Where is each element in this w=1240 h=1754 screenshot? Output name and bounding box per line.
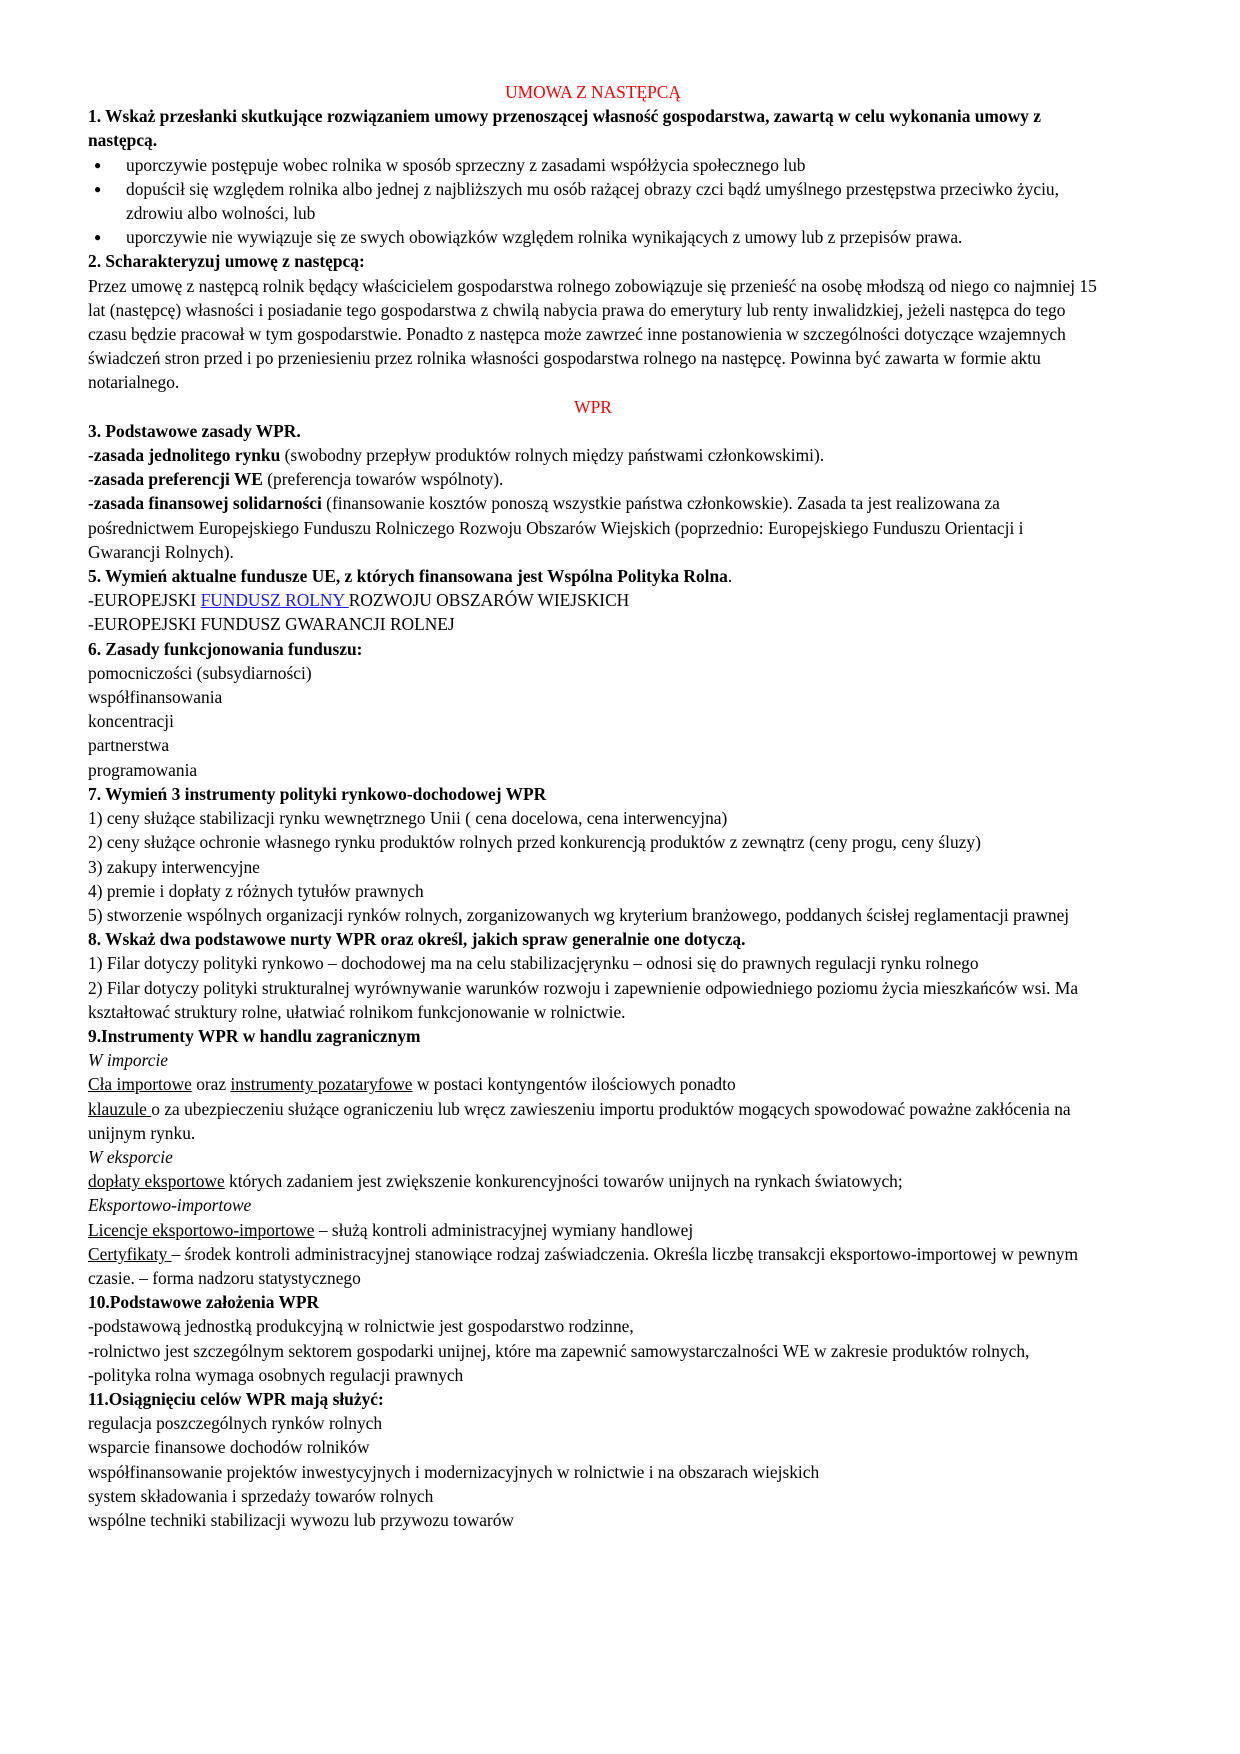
q8-item: 1) Filar dotyczy polityki rynkowo – dochodowej ma na celu stabilizacjęrynku – odnosi się do prawnych regulacji rynku rolnego (88, 953, 979, 974)
q9-export-label: W eksporcie (88, 1146, 173, 1167)
q6-item: współfinansowania (88, 687, 223, 708)
q9-certificate-line (88, 1242, 1098, 1290)
q9-text: których zadaniem jest zwiększenie konkurencyjności towarów unijnych na rynkach światowych; (224, 1171, 903, 1192)
q6-item: koncentracji (88, 711, 174, 732)
q7-heading: 7. Wymień 3 instrumenty polityki rynkowo-dochodowej WPR (88, 783, 547, 804)
q2-body: Przez umowę z następcą rolnik będący właścicielem gospodarstwa rolnego zobowiązuje się przenieść na osobę młodszą od niego co najmniej 15 lat (następcę) własności i posiadanie tego gospodarstwa z chwilą nabycia prawa do emerytury lub renty inwalidzkiej, jeżeli następca do tego czasu będzie pracował w tym gospodarstwie. Ponadto z następca może zawrzeć inne postanowienia w szczególności dotyczące wzajemnych świadczeń stron przed i po przeniesieniu przez rolnika własności gospodarstwa rolnego na następcę. Powinna być zawarta w formie aktu notarialnego. (88, 275, 1097, 393)
q9-export-line (88, 1169, 1098, 1193)
q9-import-line (88, 1097, 1098, 1145)
q1-bullet: ● uporczywie postępuje wobec rolnika w sposób sprzeczny z zasadami współżycia społecznego lub (88, 153, 1098, 177)
q7-item: 3) zakupy interwencyjne (88, 856, 260, 877)
q7-item: 1) ceny służące stabilizacji rynku wewnętrznego Unii ( cena docelowa, cena interwencyjna) (88, 808, 728, 829)
q10-item: -polityka rolna wymaga osobnych regulacji prawnych (88, 1364, 464, 1385)
q9-expimp-label: Eksportowo-importowe (88, 1195, 252, 1216)
q7-item: 4) premie i dopłaty z różnych tytułów prawnych (88, 880, 424, 901)
q5-fund-prefix: -EUROPEJSKI (88, 590, 201, 611)
q10-item: -rolnictwo jest szczególnym sektorem gospodarki unijnej, które ma zapewnić samowystarczalności WE w zakresie produktów rolnych, (88, 1340, 1030, 1361)
q3-item (88, 491, 1098, 564)
q9-term: dopłaty eksportowe (88, 1171, 225, 1192)
q5-heading-text: 5. Wymień aktualne fundusze UE, z których finansowana jest Wspólna Polityka Rolna (88, 566, 728, 587)
doc-title: UMOWA Z NASTĘPCĄ (505, 82, 681, 102)
q2-heading: 2. Scharakteryzuj umowę z następcą: (88, 251, 365, 272)
q9-term: Licencje eksportowo-importowe (88, 1219, 315, 1240)
q7-item: 2) ceny służące ochronie własnego rynku produktów rolnych przed konkurencją produktów z zewnątrz (ceny progu, ceny śluzy) (88, 832, 981, 853)
q11-item: wsparcie finansowe dochodów rolników (88, 1437, 370, 1458)
q5-fund-line: -EUROPEJSKI FUNDUSZ GWARANCJI ROLNEJ (88, 614, 455, 635)
q5-fund-suffix: ROZWOJU OBSZARÓW WIEJSKICH (348, 590, 630, 611)
q8-heading: 8. Wskaż dwa podstawowe nurty WPR oraz określ, jakich spraw generalnie one dotyczą. (88, 929, 746, 950)
q9-licence-line (88, 1218, 1098, 1242)
q3-item-term: -zasada finansowej solidarności (88, 493, 322, 514)
q3-item-desc: (swobodny przepływ produktów rolnych między państwami członkowskimi). (280, 445, 825, 466)
q9-text: w postaci kontyngentów ilościowych ponadto (412, 1074, 736, 1095)
q5-heading-dot: . (727, 566, 733, 587)
q11-item: wspólne techniki stabilizacji wywozu lub przywozu towarów (88, 1509, 514, 1530)
q11-item: regulacja poszczególnych rynków rolnych (88, 1413, 383, 1434)
q7-item: 5) stworzenie wspólnych organizacji rynków rolnych, zorganizowanych wg kryterium branżowego, poddanych ścisłej reglamentacji prawnej (88, 904, 1070, 925)
q3-item-term: -zasada jednolitego rynku (88, 445, 281, 466)
fundusz-rolny-link[interactable]: FUNDUSZ ROLNY (200, 590, 349, 611)
q9-term: Cła importowe (88, 1074, 192, 1095)
q3-item (88, 443, 1098, 467)
q9-text: oraz (191, 1074, 231, 1095)
q9-text: – służą kontroli administracyjnej wymiany handlowej (314, 1219, 694, 1240)
q9-term: klauzule (88, 1098, 152, 1119)
q1-bullet: ● dopuścił się względem rolnika albo jednej z najbliższych mu osób rażącej obrazy czci bądź umyślnego przestępstwa przeciwko życiu, zdrowiu albo wolności, lub (88, 177, 1098, 225)
q9-heading: 9.Instrumenty WPR w handlu zagranicznym (88, 1025, 421, 1046)
q3-item-desc: (finansowanie kosztów ponoszą wszystkie państwa członkowskie). Zasada ta jest realizowana za pośrednictwem Europejskiego Funduszu Rolniczego Rozwoju Obszarów Wiejskich (poprzednio: Europejskiego Funduszu Orientacji i Gwarancji Rolnych). (88, 493, 1024, 562)
q1-bullet-list (88, 153, 1098, 250)
q9-term: instrumenty pozataryfowe (230, 1074, 413, 1095)
q3-item (88, 467, 1098, 491)
q3-item-desc: (preferencja towarów wspólnoty). (262, 469, 504, 490)
q9-term: Certyfikaty (88, 1243, 172, 1264)
q1-heading: 1. Wskaż przesłanki skutkujące rozwiązaniem umowy przenoszącej własność gospodarstwa, zawartą w celu wykonania umowy z następcą. (88, 106, 1041, 151)
section-title-wpr: WPR (574, 396, 612, 417)
q6-item: pomocniczości (subsydiarności) (88, 662, 312, 683)
q10-heading: 10.Podstawowe założenia WPR (88, 1292, 320, 1313)
q6-heading: 6. Zasady funkcjonowania funduszu: (88, 638, 363, 659)
q1-bullet: ● uporczywie nie wywiązuje się ze swych obowiązków względem rolnika wynikających z umowy lub z przepisów prawa. (88, 225, 1098, 249)
q5-heading (88, 564, 1098, 588)
document-page (88, 80, 1098, 1532)
q10-item: -podstawową jednostką produkcyjną w rolnictwie jest gospodarstwo rodzinne, (88, 1316, 634, 1337)
q9-text: o za ubezpieczeniu służące ograniczeniu lub wręcz zawieszeniu importu produktów mogących spowodować poważne zakłócenia na unijnym rynku. (88, 1098, 1071, 1143)
q3-heading: 3. Podstawowe zasady WPR. (88, 420, 301, 441)
q3-item-term: -zasada preferencji WE (88, 469, 263, 490)
q5-fund-line (88, 588, 1098, 612)
q11-item: system składowania i sprzedaży towarów rolnych (88, 1485, 434, 1506)
q6-item: programowania (88, 759, 198, 780)
q9-import-label: W imporcie (88, 1050, 169, 1071)
q8-item: 2) Filar dotyczy polityki strukturalnej wyrównywanie warunków rozwoju i zapewnienie odpowiedniego poziomu życia mieszkańców wsi. Ma kształtować struktury rolne, ułatwiać rolnikom funkcjonowanie w rolnictwie. (88, 977, 1079, 1022)
q6-item: partnerstwa (88, 735, 170, 756)
q9-text: – środek kontroli administracyjnej stanowiące rodzaj zaświadczenia. Określa liczbę transakcji eksportowo-importowej w pewnym czasie. – forma nadzoru statystycznego (88, 1243, 1078, 1288)
q11-heading: 11.Osiągnięciu celów WPR mają służyć: (88, 1388, 384, 1409)
q11-item: współfinansowanie projektów inwestycyjnych i modernizacyjnych w rolnictwie i na obszarach wiejskich (88, 1461, 820, 1482)
q9-import-line (88, 1072, 1098, 1096)
